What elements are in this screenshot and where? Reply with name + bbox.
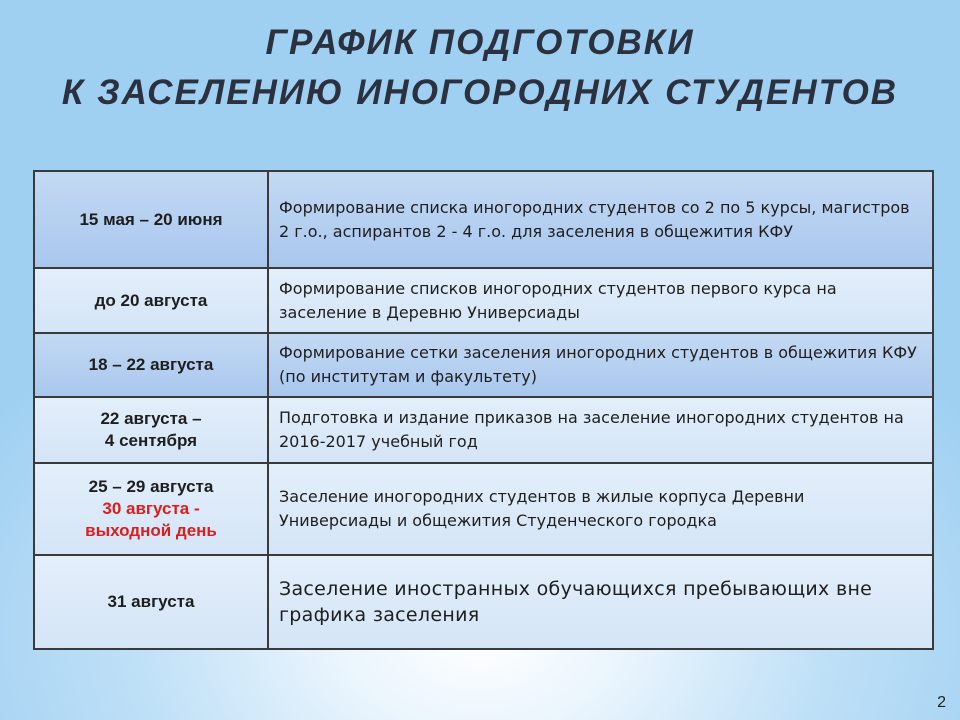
table-row: [34, 333, 933, 397]
schedule-description: Формирование списка иногородних студентов со 2 по 5 курсы, магистров 2 г.о., аспирантов 2 - 4 г.о. для заселения в общежития КФУ: [268, 171, 933, 268]
table-row: [34, 171, 933, 268]
schedule-date: до 20 августа: [34, 268, 268, 333]
schedule-date-line-2: 4 сентября: [104, 431, 198, 450]
schedule-description: Заселение иногородних студентов в жилые корпуса Деревни Универсиады и общежития Студенческого городка: [268, 463, 933, 555]
table-row: [34, 397, 933, 463]
table-row: [34, 268, 933, 333]
schedule-table: [33, 170, 934, 650]
schedule-date: [34, 463, 268, 555]
table-row: [34, 463, 933, 555]
schedule-description: Формирование списков иногородних студентов первого курса на заселение в Деревню Универсиады: [268, 268, 933, 333]
schedule-date-main: 25 – 29 августа: [88, 477, 214, 496]
schedule-date: 31 августа: [34, 555, 268, 649]
schedule-description: Подготовка и издание приказов на заселение иногородних студентов на 2016-2017 учебный год: [268, 397, 933, 463]
table-row: [34, 555, 933, 649]
holiday-note-line-2: выходной день: [85, 521, 217, 540]
schedule-date: [34, 397, 268, 463]
schedule-date: 15 мая – 20 июня: [34, 171, 268, 268]
title-line-1: ГРАФИК ПОДГОТОВКИ: [265, 23, 695, 62]
page-title: [0, 18, 960, 118]
schedule-description: Формирование сетки заселения иногородних студентов в общежития КФУ (по институтам и факультету): [268, 333, 933, 397]
title-line-2: К ЗАСЕЛЕНИЮ ИНОГОРОДНИХ СТУДЕНТОВ: [61, 73, 899, 112]
page-number: 2: [937, 694, 946, 711]
schedule-date: 18 – 22 августа: [34, 333, 268, 397]
schedule-description: Заселение иностранных обучающихся пребывающих вне графика заселения: [268, 555, 933, 649]
schedule-date-line-1: 22 августа –: [100, 409, 202, 428]
holiday-note-line-1: 30 августа -: [102, 499, 200, 518]
